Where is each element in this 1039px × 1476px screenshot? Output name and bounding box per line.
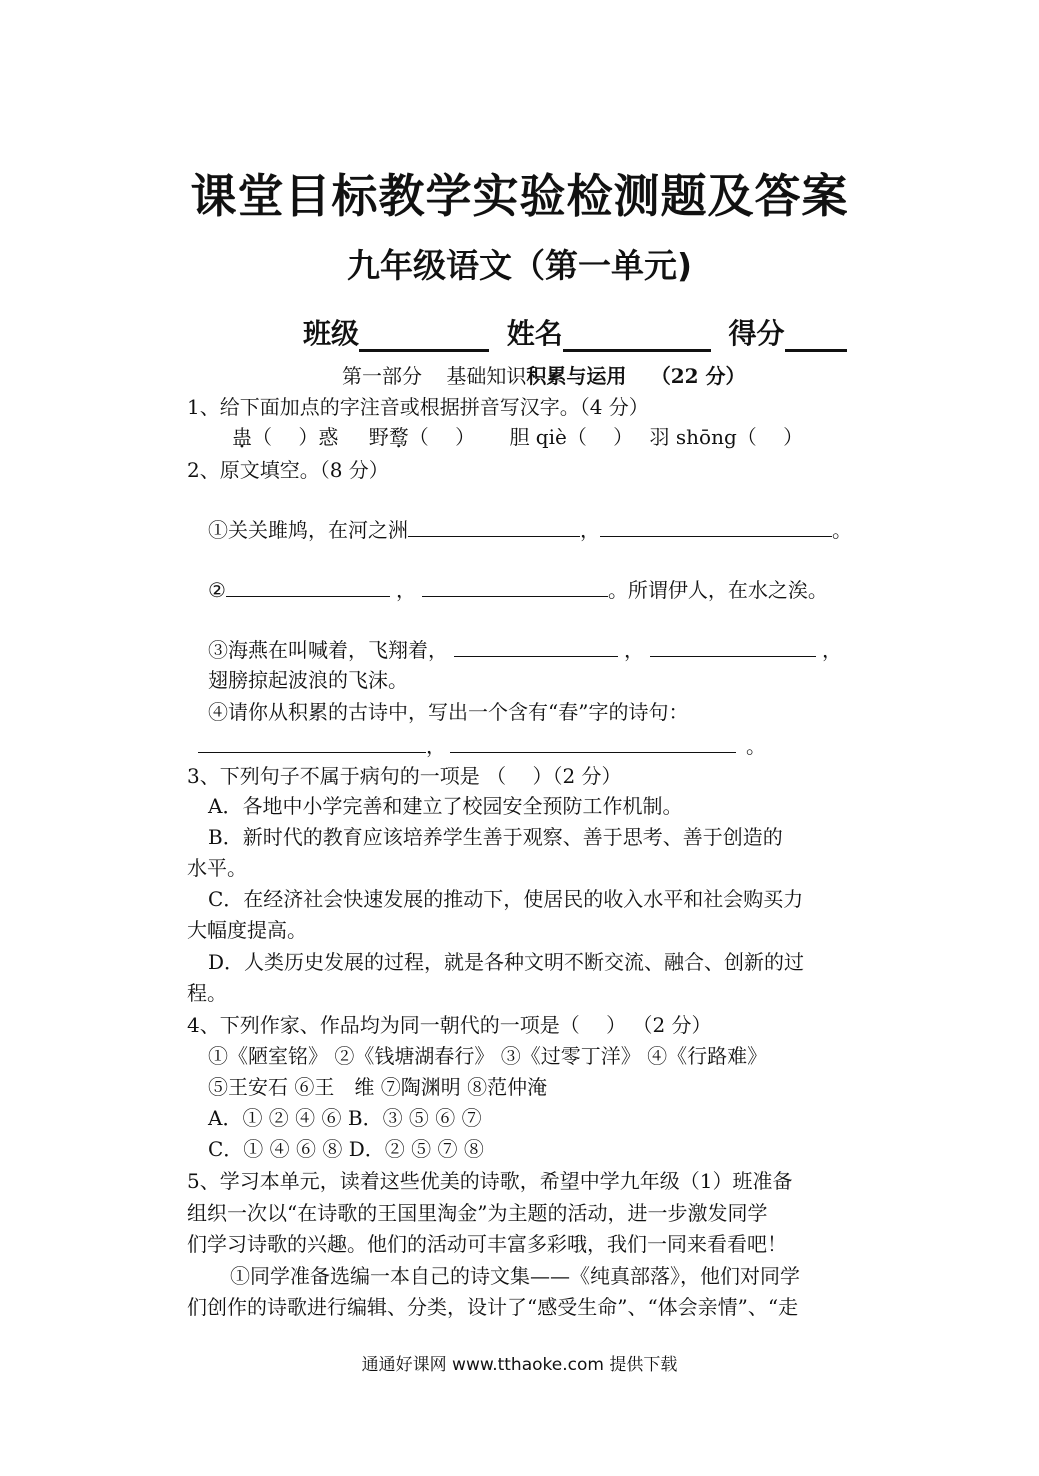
q2-line2-end: 。所谓伊人，在水之涘。 bbox=[607, 578, 828, 602]
q4-stem: 4、下列作家、作品均为同一朝代的一项是（ ） （2 分） bbox=[187, 1013, 712, 1037]
q3-option-b-line1: B．新时代的教育应该培养学生善于观察、善于思考、善于创造的 bbox=[208, 825, 783, 849]
q1-item-blank1: （ ）惑 bbox=[252, 425, 339, 449]
q5-line4: ①同学准备选编一本自己的诗文集——《纯真部落》，他们对同学 bbox=[230, 1264, 800, 1288]
section-basic: 基础知识 bbox=[446, 364, 527, 388]
q3-option-d-line2: 程。 bbox=[187, 981, 227, 1005]
q2-line1-text: ①关关雎鸠，在河之洲 bbox=[208, 518, 408, 542]
section-part: 第一部分 bbox=[342, 364, 422, 388]
q4-works: ①《陋室铭》 ②《钱塘湖春行》 ③《过零丁洋》 ④《行路难》 bbox=[208, 1044, 768, 1068]
q5-line1: 5、学习本单元，读着这些优美的诗歌，希望中学九年级（1）班准备 bbox=[187, 1169, 793, 1193]
q2-blank8 bbox=[450, 732, 736, 753]
q3-option-d-line1: D．人类历史发展的过程，就是各种文明不断交流、融合、创新的过 bbox=[208, 950, 805, 974]
name-label: 姓名 bbox=[506, 317, 563, 350]
q1-items bbox=[232, 422, 803, 452]
q5-line3: 们学习诗歌的兴趣。他们的活动可丰富多彩哦，我们一同来看看吧！ bbox=[187, 1232, 787, 1256]
q2-line1: ①关关雎鸠，在河之洲 ， 。 bbox=[208, 518, 852, 542]
q2-line3: ③海燕在叫喊着，飞翔着， ， ， bbox=[208, 638, 842, 662]
q2-blank4 bbox=[422, 576, 608, 597]
q2-line5-end: 。 bbox=[746, 734, 766, 758]
q3-option-b-line2: 水平。 bbox=[187, 856, 247, 880]
q2-line3-text: ③海燕在叫喊着，飞翔着， bbox=[208, 638, 448, 662]
q2-blank1 bbox=[408, 516, 580, 537]
q4-authors: ⑤王安石 ⑥王 维 ⑦陶渊明 ⑧范仲淹 bbox=[208, 1075, 548, 1099]
q1-stem: 1、给下面加点的字注音或根据拼音写汉字。（4 分） bbox=[187, 395, 649, 419]
q2-line3-cont: 翅膀掠起波浪的飞沫。 bbox=[208, 668, 408, 692]
q2-blank2 bbox=[600, 516, 832, 537]
q2-line2: ② ， 。所谓伊人，在水之涘。 bbox=[208, 578, 828, 602]
q1-item-blank2: （ ） bbox=[408, 425, 476, 449]
section-points: （22 分） bbox=[650, 364, 746, 388]
q1-item-shong: 羽 shōng（ ） bbox=[649, 425, 804, 449]
page-footer: 通通好课网 www.tthaoke.com 提供下载 bbox=[361, 1355, 678, 1375]
section-heading-bold: 积累与运用 bbox=[526, 364, 627, 388]
student-info-row bbox=[303, 312, 847, 352]
q1-item-char-ye: 野 bbox=[368, 425, 389, 449]
name-blank bbox=[563, 319, 711, 352]
q4-options-ab: A．① ② ④ ⑥ B．③ ⑤ ⑥ ⑦ bbox=[208, 1106, 482, 1130]
q4-options-cd: C．① ④ ⑥ ⑧ D．② ⑤ ⑦ ⑧ bbox=[208, 1137, 484, 1161]
q2-line5: ， 。 bbox=[198, 731, 766, 761]
document-subtitle: 九年级语文（第一单元) bbox=[346, 246, 693, 285]
q2-line4: ④请你从积累的古诗中，写出一个含有“春”字的诗句： bbox=[208, 700, 689, 724]
q2-blank7 bbox=[198, 732, 426, 753]
section-heading bbox=[342, 360, 746, 389]
q3-option-c-line1: C．在经济社会快速发展的推动下，使居民的收入水平和社会购买力 bbox=[208, 887, 804, 911]
score-blank bbox=[785, 319, 847, 352]
q5-line2: 组织一次以“在诗歌的王国里淘金”为主题的活动，进一步激发同学 bbox=[187, 1201, 768, 1225]
q3-option-a: A．各地中小学完善和建立了校园安全预防工作机制。 bbox=[208, 794, 683, 818]
q5-line5: 们创作的诗歌进行编辑、分类，设计了“感受生命”、“体会亲情”、“走 bbox=[187, 1295, 799, 1319]
q2-blank5 bbox=[454, 636, 618, 657]
q2-stem: 2、原文填空。（8 分） bbox=[187, 458, 389, 482]
class-label: 班级 bbox=[303, 317, 360, 350]
q1-item-char-wu: 鹜 bbox=[388, 425, 409, 449]
score-label: 得分 bbox=[728, 317, 785, 350]
q3-stem: 3、下列句子不属于病句的一项是 （ ）（2 分） bbox=[187, 764, 622, 788]
q1-item-char-gu: 蛊 bbox=[232, 425, 252, 449]
document-title: 课堂目标教学实验检测题及答案 bbox=[190, 169, 849, 223]
q2-blank6 bbox=[650, 636, 816, 657]
class-blank bbox=[359, 319, 489, 352]
q1-item-qie: 胆 qiè（ ） bbox=[509, 425, 634, 449]
q2-line1-end: 。 bbox=[832, 518, 852, 542]
q3-option-c-line2: 大幅度提高。 bbox=[187, 918, 307, 942]
q2-line2-start: ② bbox=[208, 578, 226, 602]
q2-blank3 bbox=[226, 576, 390, 597]
